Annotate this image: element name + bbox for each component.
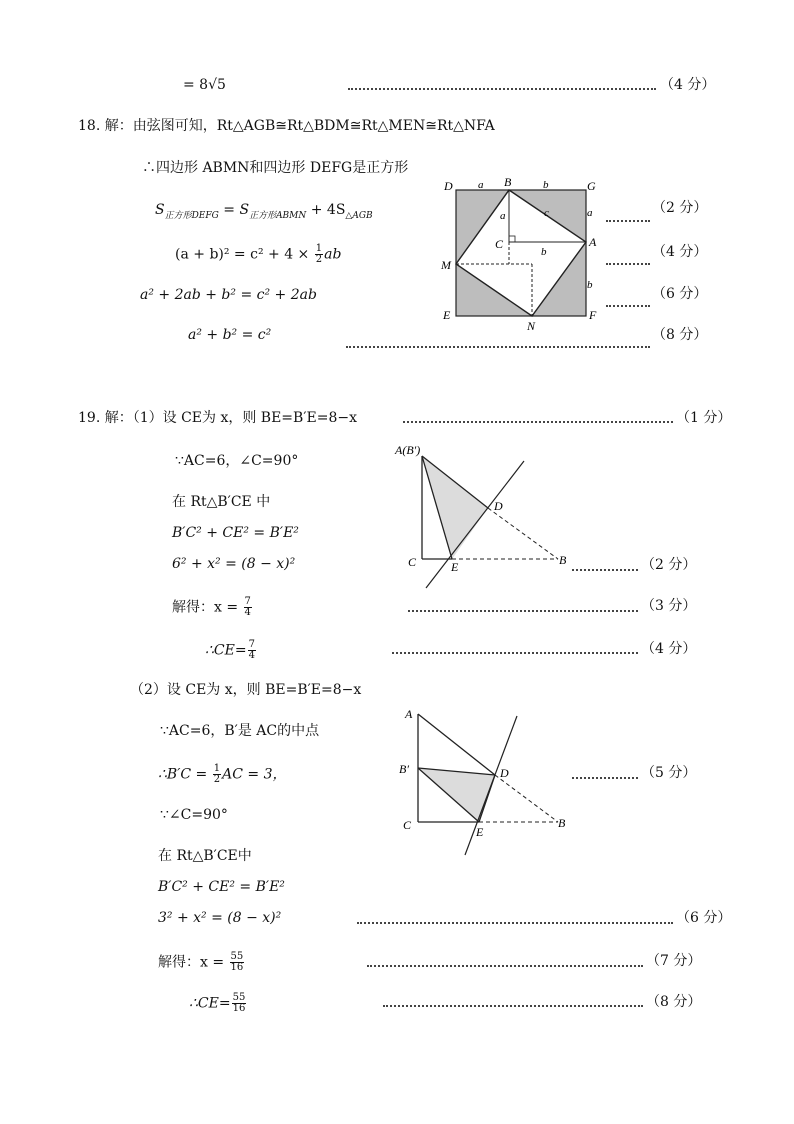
q19-p1-line-3: B′C² + CE² = B′E²	[172, 525, 299, 541]
point-label: D	[500, 766, 509, 780]
dot-leader	[383, 1005, 643, 1007]
score-label: （4 分）	[641, 641, 697, 657]
point-label: D	[494, 499, 503, 513]
score-label: （6 分）	[652, 286, 708, 302]
score-label: （5 分）	[641, 765, 697, 781]
point-label: A	[405, 707, 413, 721]
dot-leader	[606, 263, 650, 265]
point-label: E	[451, 560, 459, 574]
point-label: N	[527, 319, 536, 333]
score-label: （2 分）	[641, 557, 697, 573]
point-label: C	[495, 237, 504, 251]
q19-p2-line-5: B′C² + CE² = B′E²	[158, 879, 285, 895]
q18-line-1: ∴四边形 ABMN和四边形 DEFG是正方形	[142, 160, 409, 176]
point-label: M	[441, 258, 451, 272]
dot-leader	[403, 421, 673, 423]
top-result: = 8√5	[183, 77, 226, 93]
q19-figure-2	[390, 700, 580, 860]
dot-leader	[367, 965, 643, 967]
q19-figure-1	[390, 440, 580, 600]
side-label: a	[478, 179, 484, 191]
q19-p1-line-2: 在 Rt△B′CE 中	[172, 494, 271, 510]
q19-p2-line-1: ∵AC=6，B′是 AC的中点	[160, 723, 320, 739]
point-label: A(B′)	[395, 443, 421, 457]
point-label: E	[476, 825, 484, 839]
q19-p2-line-6: 3² + x² = (8 − x)²	[158, 910, 282, 926]
q19-p1-line-6: ∴CE= $\frac{7}{4}$	[205, 639, 255, 661]
score-label: （8 分）	[652, 327, 708, 343]
score-label: （4 分）	[652, 244, 708, 260]
q19-p2-line-7: 解得：x = $\frac{55}{16}$	[158, 951, 244, 973]
point-label: D	[444, 179, 453, 193]
side-label: c	[544, 207, 549, 219]
dot-leader	[572, 569, 638, 571]
point-label: E	[443, 308, 451, 322]
q18-square-figure	[440, 176, 600, 336]
q18-line-2: $S_{正方形DEFG} = S_{正方形ABMN} + 4S_{\triangle AGB}$	[155, 202, 373, 221]
dot-leader	[572, 777, 638, 779]
q19-p2-line-4: 在 Rt△B′CE中	[158, 848, 252, 864]
point-label: B	[504, 175, 512, 189]
point-label: C	[408, 555, 417, 569]
side-label: a	[500, 210, 506, 222]
dot-leader	[357, 922, 673, 924]
score-label: （7 分）	[646, 953, 702, 969]
dot-leader	[392, 652, 638, 654]
q19-p1-line-1: ∵AC=6，∠C=90°	[175, 453, 299, 469]
side-label: b	[587, 279, 593, 291]
dot-leader	[606, 220, 650, 222]
side-label: b	[541, 246, 547, 258]
point-label: G	[587, 179, 596, 193]
dot-leader	[408, 610, 638, 612]
point-label: F	[589, 308, 597, 322]
dot-leader	[346, 346, 650, 348]
q19-p2-line-3: ∵∠C=90°	[160, 807, 228, 823]
score-label: （3 分）	[641, 598, 697, 614]
q19-p2-line-8: ∴CE= $\frac{55}{16}$	[189, 992, 246, 1014]
q18-line-5: a² + b² = c²	[188, 327, 272, 343]
point-label: B′	[399, 762, 409, 776]
q18-line-3: (a + b)² = c² + 4 × $\frac{1}{2}$ ab	[175, 243, 342, 265]
score-label: （1 分）	[676, 410, 732, 426]
dot-leader	[606, 305, 650, 307]
score-label: （8 分）	[646, 994, 702, 1010]
point-label: B	[559, 553, 567, 567]
dot-leader	[348, 88, 656, 90]
point-label: A	[589, 235, 597, 249]
score-label: （4 分）	[660, 77, 716, 93]
q19-p1-line-4: 6² + x² = (8 − x)²	[172, 556, 296, 572]
score-label: （6 分）	[676, 910, 732, 926]
q19-heading: 19. 解：（1）设 CE为 x，则 BE=B′E=8−x	[78, 410, 357, 426]
side-label: b	[543, 179, 549, 191]
q19-p2-line-2: ∴B′C = $\frac{1}{2}$ AC = 3，	[158, 763, 287, 785]
score-label: （2 分）	[652, 200, 708, 216]
q19-p1-line-5: 解得：x = $\frac{7}{4}$	[172, 596, 251, 618]
q19-p2-heading: （2）设 CE为 x，则 BE=B′E=8−x	[130, 682, 362, 698]
q18-heading: 18. 解：由弦图可知，Rt△AGB≅Rt△BDM≅Rt△MEN≅Rt△NFA	[78, 118, 495, 134]
point-label: B	[558, 816, 566, 830]
q18-line-4: a² + 2ab + b² = c² + 2ab	[140, 287, 317, 303]
point-label: C	[403, 818, 412, 832]
side-label: a	[587, 207, 593, 219]
